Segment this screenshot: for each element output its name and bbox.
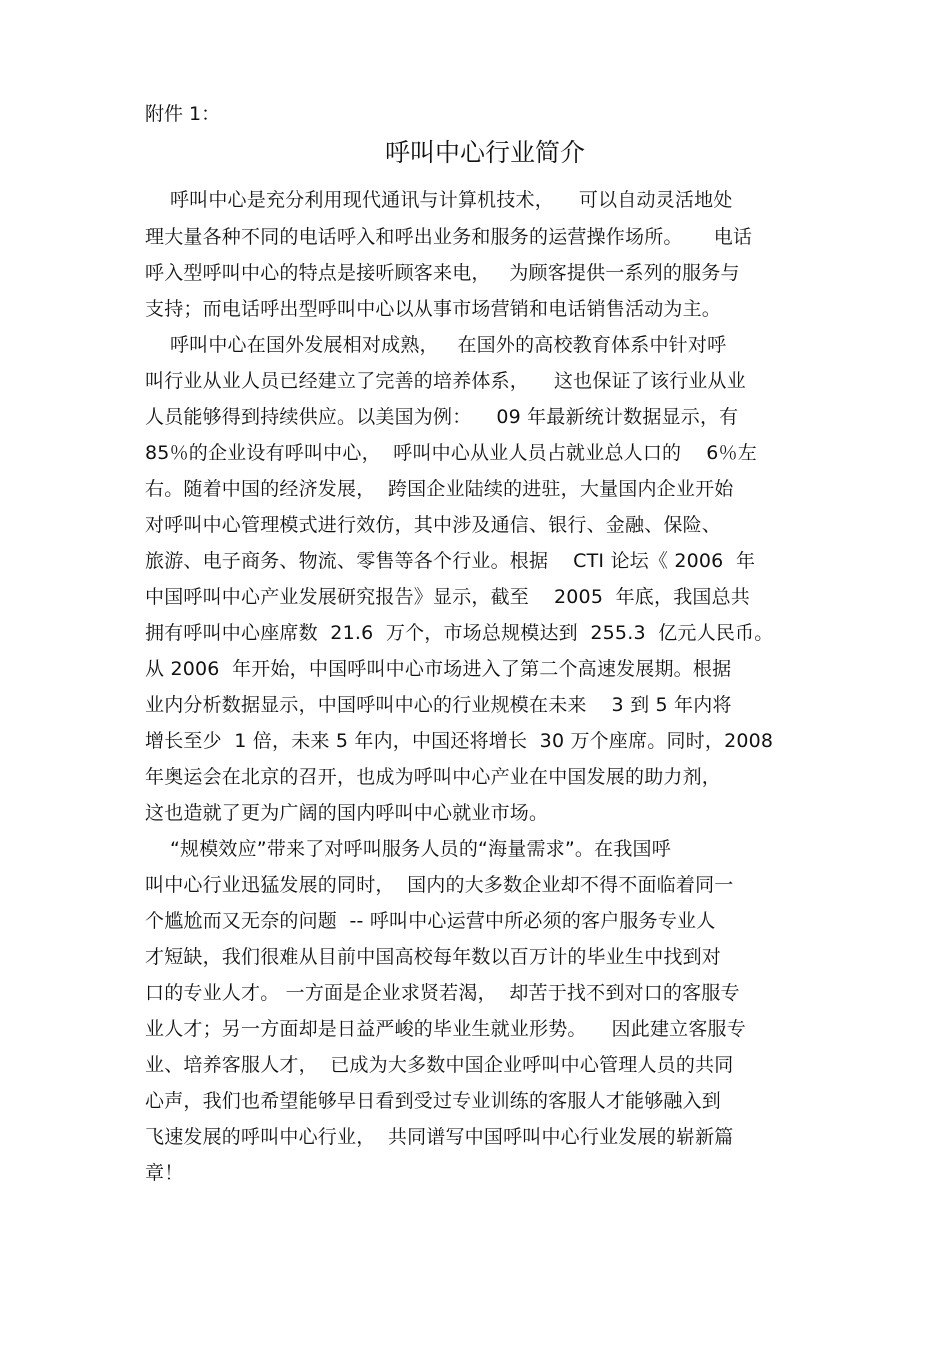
paragraph-3-line-2: 叫中心行业迅猛发展的同时， 国内的大多数企业却不得不面临着同一: [145, 874, 734, 896]
paragraph-2-line-8: 中国呼叫中心产业发展研究报告》显示，截至 2005 年底，我国总共: [145, 586, 750, 608]
paragraph-3-line-4: 才短缺，我们很难从目前中国高校每年数以百万计的毕业生中找到对: [145, 946, 722, 968]
paragraph-3-line-7: 业、培养客服人才， 已成为大多数中国企业呼叫中心管理人员的共同: [145, 1054, 734, 1076]
paragraph-2-line-2: 叫行业从业人员已经建立了完善的培养体系， 这也保证了该行业从业: [145, 370, 746, 392]
paragraph-2-line-1: 呼叫中心在国外发展相对成熟， 在国外的高校教育体系中针对呼: [145, 334, 727, 356]
paragraph-2-line-4: 85％的企业设有呼叫中心， 呼叫中心从业人员占就业总人口的 6％左: [145, 442, 757, 464]
document-title: 呼叫中心行业简介: [384, 138, 585, 167]
attachment-label: 附件 1：: [145, 103, 221, 125]
paragraph-2-line-7: 旅游、电子商务、物流、零售等各个行业。根据 CTI 论坛《 2006 年: [145, 550, 756, 572]
paragraph-2-line-13: 年奥运会在北京的召开，也成为呼叫中心产业在中国发展的助力剂，: [145, 766, 722, 788]
paragraph-2-line-6: 对呼叫中心管理模式进行效仿，其中涉及通信、银行、金融、保险、: [145, 514, 722, 536]
paragraph-2-line-14: 这也造就了更为广阔的国内呼叫中心就业市场。: [145, 802, 549, 824]
paragraph-3-line-8: 心声，我们也希望能够早日看到受过专业训练的客服人才能够融入到: [145, 1090, 722, 1112]
paragraph-1-line-1: 呼叫中心是充分利用现代通讯与计算机技术， 可以自动灵活地处: [145, 189, 733, 211]
paragraph-2-line-10: 从 2006 年开始，中国呼叫中心市场进入了第二个高速发展期。根据: [145, 658, 732, 680]
paragraph-1-line-3: 呼入型呼叫中心的特点是接听顾客来电， 为顾客提供一系列的服务与: [145, 262, 740, 284]
paragraph-2-line-3: 人员能够得到持续供应。以美国为例： 09 年最新统计数据显示，有: [145, 406, 739, 428]
paragraph-2-line-11: 业内分析数据显示，中国呼叫中心的行业规模在未来 3 到 5 年内将: [145, 694, 732, 716]
paragraph-2-line-9: 拥有呼叫中心座席数 21.6 万个，市场总规模达到 255.3 亿元人民币。: [145, 622, 774, 644]
paragraph-3-line-3: 个尴尬而又无奈的问题 -- 呼叫中心运营中所必须的客户服务专业人: [145, 910, 716, 932]
paragraph-3-line-5: 口的专业人才。 一方面是企业求贤若渴， 却苦于找不到对口的客服专: [145, 982, 740, 1004]
paragraph-3-line-6: 业人才；另一方面却是日益严峻的毕业生就业形势。 因此建立客服专: [145, 1018, 746, 1040]
paragraph-2-line-12: 增长至少 1 倍，未来 5 年内，中国还将增长 30 万个座席。同时，2008: [145, 730, 774, 752]
paragraph-2-line-5: 右。随着中国的经济发展， 跨国企业陆续的进驻，大量国内企业开始: [145, 478, 734, 500]
paragraph-1-line-4: 支持；而电话呼出型呼叫中心以从事市场营销和电话销售活动为主。: [145, 298, 722, 320]
paragraph-1-line-2: 理大量各种不同的电话呼入和呼出业务和服务的运营操作场所。 电话: [145, 226, 753, 248]
paragraph-3-line-1: “规模效应”带来了对呼叫服务人员的“海量需求”。在我国呼: [145, 838, 671, 860]
paragraph-3-line-9: 飞速发展的呼叫中心行业， 共同谱写中国呼叫中心行业发展的崭新篇: [145, 1126, 734, 1148]
paragraph-3-line-10: 章！: [145, 1162, 184, 1184]
